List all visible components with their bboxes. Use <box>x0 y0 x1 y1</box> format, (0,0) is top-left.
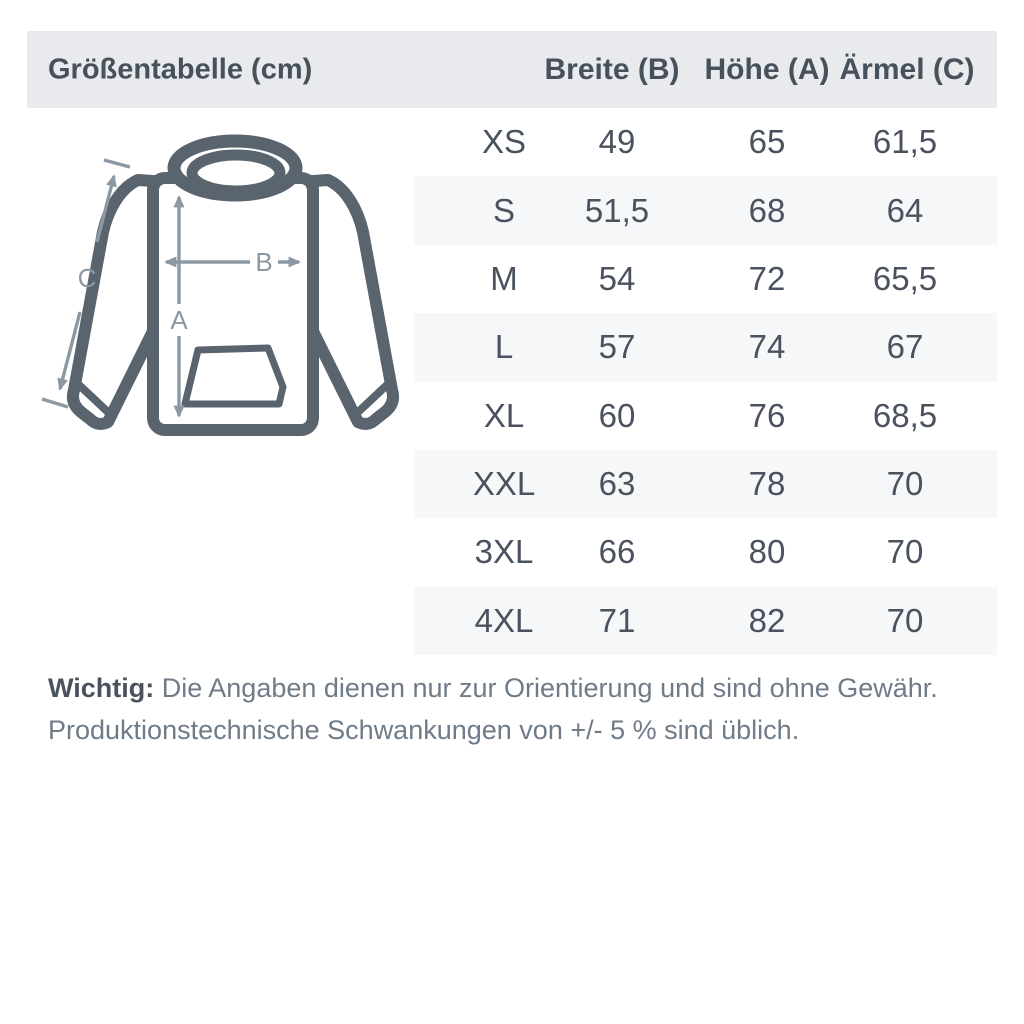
size-table <box>414 108 997 655</box>
label-c: C <box>77 263 97 293</box>
size-row <box>414 313 997 381</box>
arrow-c-bottom-tick <box>42 399 68 407</box>
hoehe-cell: 78 <box>748 465 786 503</box>
size-cell: XXL <box>472 465 536 503</box>
size-row <box>414 245 997 313</box>
aermel-cell: 70 <box>886 601 924 639</box>
hoehe-cell: 68 <box>748 191 786 229</box>
hoehe-cell: 72 <box>748 259 786 297</box>
aermel-cell: 65,5 <box>872 259 938 297</box>
aermel-cell: 70 <box>886 465 924 503</box>
size-cell: 3XL <box>474 533 534 571</box>
aermel-cell: 67 <box>886 328 924 366</box>
size-row <box>414 587 997 655</box>
breite-cell: 54 <box>598 259 636 297</box>
aermel-cell: 61,5 <box>872 123 938 161</box>
hoehe-cell: 76 <box>748 396 786 434</box>
size-row <box>414 518 997 586</box>
note-label: Wichtig: <box>48 673 155 703</box>
aermel-cell: 70 <box>886 533 924 571</box>
size-cell: 4XL <box>474 601 534 639</box>
column-header-hoehe: Höhe (A) <box>704 52 830 86</box>
label-a: A <box>170 305 188 335</box>
label-b: B <box>255 247 273 277</box>
hoehe-cell: 80 <box>748 533 786 571</box>
page-title: Größentabelle (cm) <box>48 53 313 85</box>
size-cell: L <box>494 328 514 366</box>
note-line1: Die Angaben dienen nur zur Orientierung und sind ohne Gewähr. <box>161 673 938 703</box>
size-row <box>414 450 997 518</box>
size-cell: XL <box>483 396 525 434</box>
arrow-c-top-tick <box>104 160 130 167</box>
size-cell: S <box>492 191 516 229</box>
table-header-band <box>27 31 997 108</box>
hoehe-cell: 74 <box>748 328 786 366</box>
hoehe-cell: 82 <box>748 601 786 639</box>
note-line2: Produktionstechnische Schwankungen von +/- 5 % sind üblich. <box>48 715 800 745</box>
breite-cell: 51,5 <box>584 191 650 229</box>
breite-cell: 71 <box>598 601 636 639</box>
size-row <box>414 382 997 450</box>
breite-cell: 60 <box>598 396 636 434</box>
breite-cell: 57 <box>598 328 636 366</box>
column-header-breite: Breite (B) <box>544 52 680 86</box>
column-header-aermel: Ärmel (C) <box>839 52 975 86</box>
pocket <box>185 348 283 404</box>
hoehe-cell: 65 <box>748 123 786 161</box>
hoodie-measurement-diagram <box>40 120 410 455</box>
breite-cell: 66 <box>598 533 636 571</box>
disclaimer-note <box>48 667 983 751</box>
size-cell: XS <box>481 123 527 161</box>
size-cell: M <box>490 259 518 297</box>
aermel-cell: 68,5 <box>872 396 938 434</box>
aermel-cell: 64 <box>886 191 924 229</box>
breite-cell: 49 <box>598 123 636 161</box>
size-row <box>414 176 997 244</box>
size-row <box>414 108 997 176</box>
breite-cell: 63 <box>598 465 636 503</box>
